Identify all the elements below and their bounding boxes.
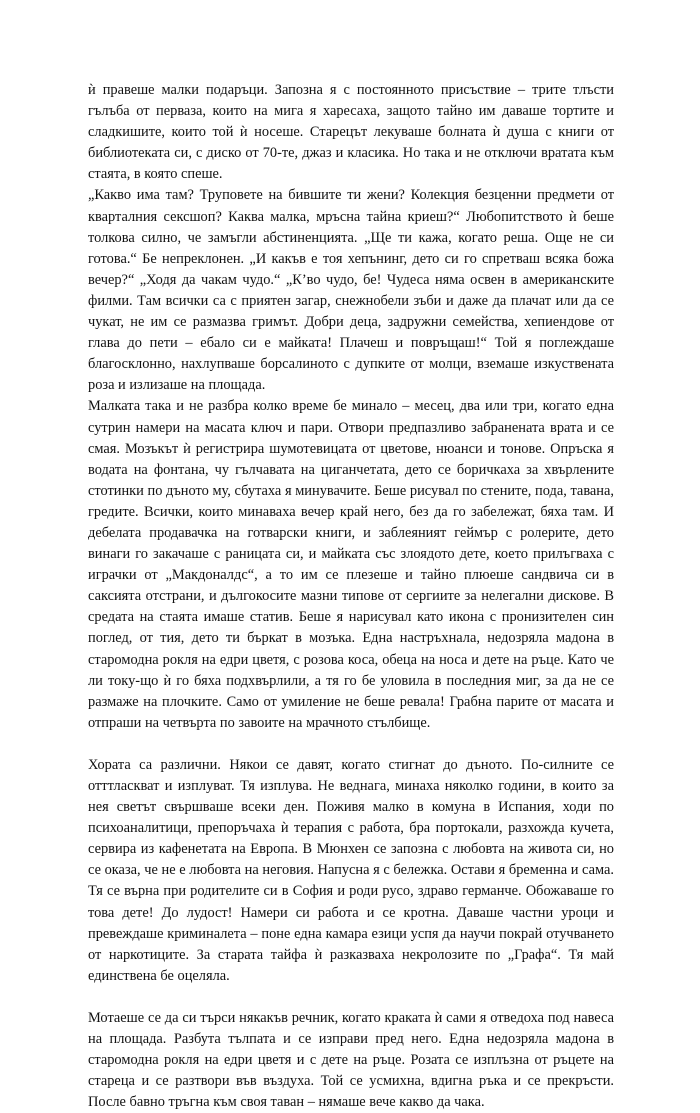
paragraph-1: ѝ правеше малки подаръци. Запозна я с постоянното присъствие – трите тлъсти гълъба от перваза, които на мига я харесаха, защото тайно им даваше тортите и сладкишите, които той ѝ носеше. Старецът лекуваше болната ѝ душа с книги от библиотеката си, с диско от 70-те, джаз и класика. Но така и не отключи вратата към стаята, в която спеше. xyxy=(88,82,614,183)
paragraph-5: Мотаеше се да си търси някакъв речник, когато краката ѝ сами я отведоха под навеса на площада. Разбута тълпата и се изправи пред него. Една недозряла мадона в старомодна рокля на едри цветя и с дете на ръце. Розата се изплъзна от ръцете на стареца и се разтвори във въздуха. Той се усмихна, вдигна ръка и се прекръсти. После бавно тръгна към своя таван – нямаше вече какво да чака. xyxy=(88,1009,614,1111)
document-page xyxy=(88,80,614,1113)
paragraph-4: Хората са различни. Някои се давят, когато стигнат до дъното. По-силните се отттласкват и изплуват. Тя изплува. Не веднага, минаха няколко години, в които за нея светът свършваше всеки ден. Поживя малко в комуна в Испания, ходи по психоаналитици, препоръчаха ѝ терапия с работа, бра портокали, разхожда кучета, сервира из кафенетата на Европа. В Мюнхен се запозна с любовта на живота си, но се оказа, че не е любовта на неговия. Напусна я с бележка. Остави я бременна и сама. Тя се върна при родителите си в София и роди русо, здраво германче. Обожаваше го това дете! До лудост! Намери си работа и се кротна. Даваше частни уроци и превеждаше криминалета – поне една камара езици успя да научи покрай отучването от наркотиците. За старата тайфа ѝ разказваха некролозите по „Графа“. Тя май единствена бе оцеляла. xyxy=(88,756,614,984)
paragraph-3: Малката така и не разбра колко време бе минало – месец, два или три, когато една сутрин намери на масата ключ и пари. Отвори предпазливо забранената врата и се смая. Мозъкът ѝ регистрира шумотевицата от цветове, нюанси и тонове. Опръска я водата на фонтана, чу гълчавата на циганчетата, дето се боричкаха за хвърлените стотинки по дъното му, сбутаха я минувачите. Беше рисувал по стените, пода, тавана, гредите. Всички, които минаваха вечер край него, без да го забележат, бяха там. И дебелата продавачка на готварски книги, и заблеяният геймър с ролерите, дето винаги го закачаше с раницата си, и майката със злоядото дете, което прилъгваха с играчки от „Макдоналдс“, а то им се плезеше и тайно плюеше сандвича си в саксията отстрани, и дългокосите мазни типове от сергиите за нелегални дискове. В средата на стаята имаше статив. Беше я нарисувал като икона с пронизителен син поглед, от тия, дето ти бъркат в мозъка. Една настръхнала, недозряла мадона в старомодна рокля на едри цветя, с розова коса, обеца на носа и дете на ръце. Като че ли току-що ѝ го бяха подхвърлили, а тя го бе уловила в последния миг, за да не се размаже на плочките. Само от умиление не беше ревала! Грабна парите от масата и отпраши на четвърта по завоите на мрачното стълбище. xyxy=(88,398,614,731)
paragraph-2: „Какво има там? Труповете на бившите ти жени? Колекция безценни предмети от кварталния сексшоп? Каква малка, мръсна тайна криеш?“ Любопитството ѝ беше толкова силно, че замъгли абстиненцията. „Ще ти кажа, когато реша. Още не си готова.“ Бе непреклонен. „И какъв е тоя хепънинг, дето си го спретваш всяка божа вечер?“ „Ходя да чакам чудо.“ „К’во чудо, бе! Чудеса няма освен в американските филми. Там всички са с приятен загар, снежнобели зъби и даже да плачат или да се чукат, не им се размазва гримът. Добри деца, задружни семейства, хепиендове от глава до пети – ебало си е майката! Плачеш и повръщаш!“ Той я поглеждаше благосклонно, нахлупваше борсалиното с дупките от молци, вземаше изкуствената роза и излизаше на площада. xyxy=(88,187,614,394)
